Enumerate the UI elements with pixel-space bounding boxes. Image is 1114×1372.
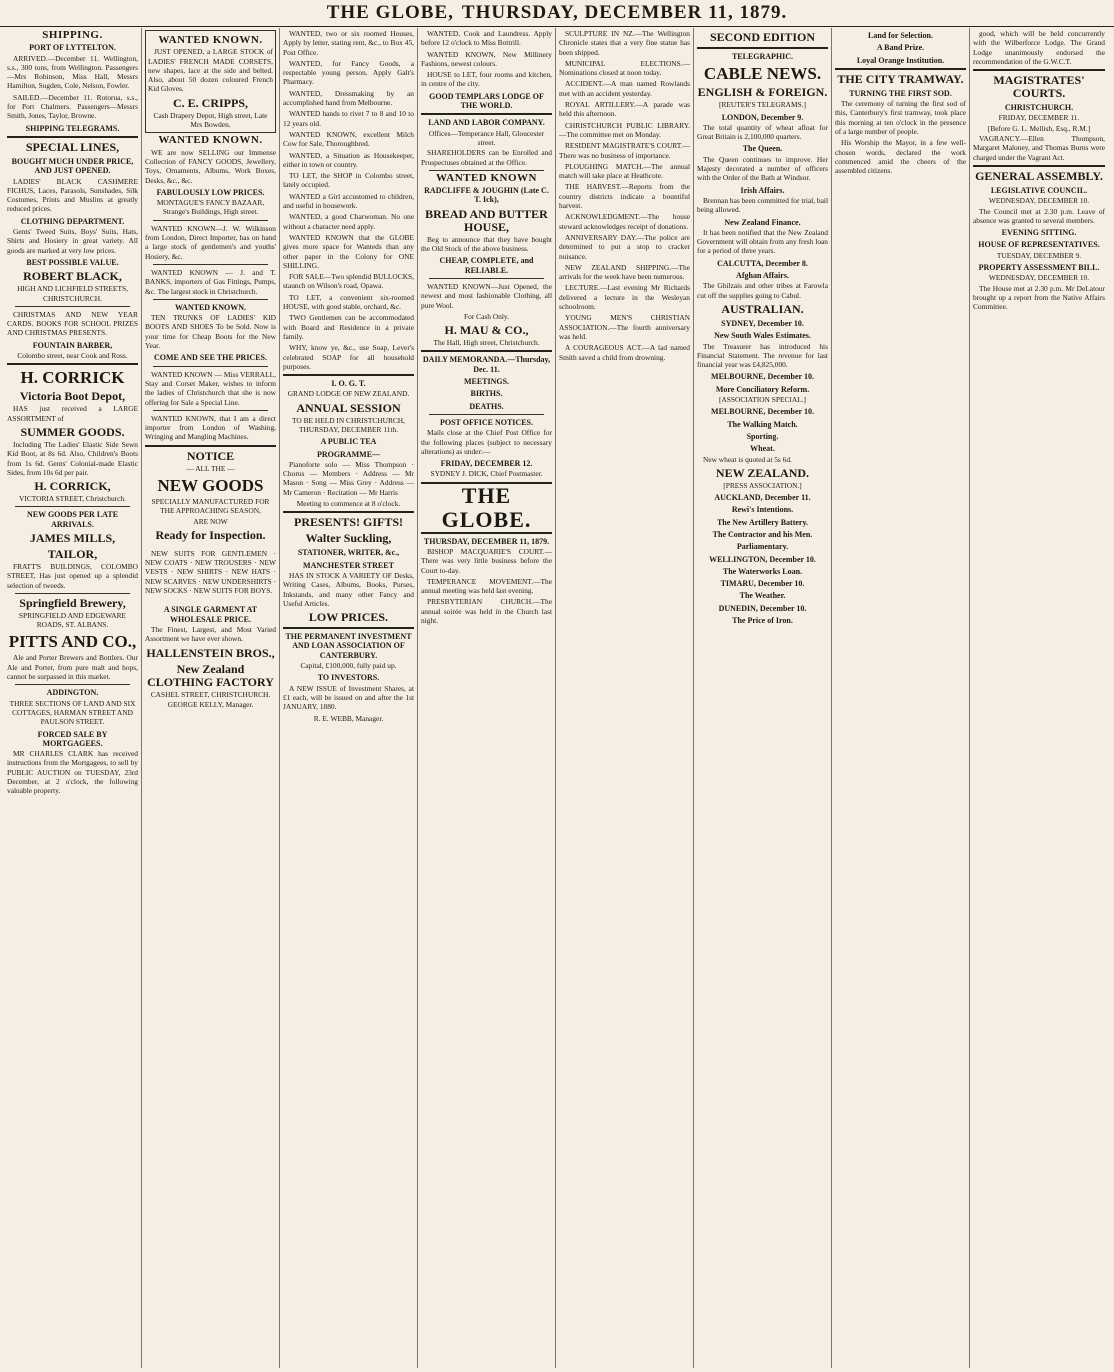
bought-heading: BOUGHT MUCH UNDER PRICE, AND JUST OPENED. — [11, 156, 134, 176]
english-heading: ENGLISH & FOREIGN. — [697, 85, 828, 100]
house-heading: HOUSE OF REPRESENTATIVES. — [978, 240, 1100, 250]
australian-heading: AUSTRALIAN. — [721, 301, 804, 316]
webb-name: R. E. WEBB, Manager. — [313, 713, 384, 723]
london-heading: LONDON, December 9. — [721, 112, 804, 122]
news-3: ACCIDENT.—A man named Rowlands met with an accident yesterday. — [559, 79, 690, 98]
wanted-ad-2: WANTED KNOWN — J. and T. BANKS, importers of Gas Fittings, Pumps, &c. The largest stock in Christchurch. — [145, 267, 276, 296]
daily-heading: DAILY MEMORANDA.—Thursday, Dec. 11. — [422, 355, 551, 374]
cripps-name: C. E. CRIPPS, — [172, 95, 248, 110]
wanted-ad-3-heading: WANTED KNOWN. — [174, 302, 247, 312]
col3-ad-4: WANTED hands to rivet 7 to 8 and 10 to 12 years old. — [283, 109, 414, 128]
globe-date: THURSDAY, DECEMBER 11, 1879. — [423, 536, 550, 546]
waterworks-heading: The Waterworks Loan. — [722, 566, 803, 576]
conciliation-heading: More Conciliatory Reform. — [715, 384, 810, 394]
col3-ad-2: WANTED, for Fancy Goods, a respectable young person. Apply Galt's Pharmacy. — [283, 58, 414, 87]
col4-lodge: GOOD TEMPLARS LODGE OF THE WORLD. — [429, 91, 544, 111]
births-heading: BIRTHS. — [470, 389, 503, 399]
price-heading: The Price of Iron. — [732, 616, 793, 626]
weather-heading: The Weather. — [739, 591, 786, 601]
nzcf-address: CASHEL STREET, CHRISTCHURCH. — [150, 689, 271, 699]
news-13: YOUNG MEN'S CHRISTIAN ASSOCIATION.—The fourth anniversary was held. — [559, 313, 690, 341]
rewi-heading: Rewi's Intentions. — [731, 505, 794, 515]
telegrams-heading: SHIPPING TELEGRAMS. — [25, 123, 120, 133]
col4-house: HOUSE to LET, four rooms and kitchen, in centre of the city. — [421, 70, 552, 89]
news-10: ANNIVERSARY DAY.—The police are determined to put a stop to cracker nuisance. — [559, 232, 690, 261]
cash-text: For Cash Only. — [464, 311, 509, 321]
wed-text: WEDNESDAY, DECEMBER 10. — [988, 196, 1090, 206]
london-text: The total quantity of wheat afloat for Great Britain is 2,100,000 quarters. — [697, 122, 828, 142]
col4-ad-1: WANTED, Cook and Laundress. Apply before 12 o'clock to Miss Bottrill. — [421, 29, 552, 48]
auckland-heading: AUCKLAND, December 11. — [714, 493, 811, 503]
news-2: MUNICIPAL ELECTIONS.—Nominations closed at noon today. — [559, 58, 690, 78]
land-heading: LAND AND LABOR COMPANY. — [428, 118, 545, 128]
presents-heading: PRESENTS! GIFTS! — [293, 515, 404, 530]
temperance-text: TEMPERANCE MOVEMENT.—The annual meeting was held last evening. — [421, 576, 552, 596]
fountain-name: FOUNTAIN BARBER, — [32, 340, 113, 350]
col3-ad-10: WANTED KNOWN that the GLOBE gives more space for Wanteds than any other paper in the Colony for ONE SHILLING. — [283, 232, 414, 270]
mau-name: H. MAU & CO., — [444, 323, 529, 338]
nzcf-heading: New Zealand CLOTHING FACTORY — [147, 661, 274, 689]
magistrates-heading: MAGISTRATES' COURTS. — [993, 73, 1085, 101]
suckling-text: HAS IN STOCK A VARIETY OF Desks, Writing Cases, Albums, Books, Purses, Inkstands, and many other Fancy and Useful Articles. — [283, 570, 414, 608]
tailor-heading: TAILOR, — [47, 546, 98, 561]
timaru-heading: TIMARU, December 10. — [720, 579, 805, 589]
presbyterian-text: PRESBYTERIAN CHURCH.—The annual soirée was held in the Church last night. — [421, 597, 552, 626]
shipping-heading: SHIPPING. — [42, 29, 103, 41]
manchester-heading: MANCHESTER STREET — [303, 560, 394, 570]
nz-heading: NEW ZEALAND. — [715, 465, 810, 480]
cripps-text: JUST OPENED, a LARGE STOCK of LADIES' FRENCH MADE CORSETS, new shapes, lace at the side and belted. Also, about 50 dozen coloured French Kid Gloves. — [148, 47, 273, 94]
sailed-text: SAILED.—December 11. Rotorua, s.s., for Port Chalmers. Passengers—Messrs Smith, Jones, Taylor, Browne. — [7, 92, 138, 121]
second-edition: SECOND EDITION — [709, 30, 816, 44]
finance-heading: New Zealand Finance. — [724, 217, 801, 227]
mau-text: WANTED KNOWN—Just Opened, the newest and most fashionable Clothing, all pure Wool. — [421, 281, 552, 310]
col8-text-1: good, which will be held concurrently with the Wilberforce Lodge. The Grand Lodge unanimously endorsed the recommendation of the G.W.C.T. — [973, 29, 1105, 66]
queen-heading: The Queen. — [742, 144, 783, 154]
pitts-text: Ale and Porter Brewers and Bottlers. Our Ale and Porter, from pure malt and hops, cannot be surpassed in this market. — [7, 653, 138, 682]
melbourne2-heading: MELBOURNE, December 10. — [711, 407, 814, 417]
masthead — [0, 0, 1114, 27]
col4-ad-2: WANTED KNOWN, New Millinery Fashions, newest colours. — [421, 49, 552, 68]
deaths-heading: DEATHS. — [469, 401, 504, 411]
news-8: THE HARVEST.—Reports from the country districts indicate a bountiful harvest. — [559, 182, 690, 211]
calcutta-heading: CALCUTTA, December 8. — [717, 258, 808, 268]
mills-name: JAMES MILLS, — [29, 530, 116, 545]
dunedin-heading: DUNEDIN, December 10. — [718, 603, 807, 613]
melbourne-heading: MELBOURNE, December 10. — [711, 372, 814, 382]
summer-heading: SUMMER GOODS. — [20, 424, 125, 439]
brewery-name: Springfield Brewery, — [19, 595, 126, 610]
column-7 — [832, 28, 970, 1368]
corrick2-name: H. CORRICK, — [34, 479, 111, 494]
pitts-name: PITTS AND CO., — [8, 632, 137, 652]
before-text: [Before G. L. Mellish, Esq., R.M.] — [987, 123, 1091, 133]
ioot-heading: I. O. G. T. — [331, 379, 366, 389]
news-1: SCULPTURE IN NZ.—The Wellington Chronicle states that a very fine statue has been shipped. — [559, 29, 690, 57]
arrived-text: ARRIVED.—December 11. Wellington, s.s., 300 tons, from Wellington. Passengers—Mrs Robinson, Miss Hall, Messrs Hamilton, Sugden, Cole, Nelson, Fowler. — [7, 53, 138, 91]
new-goods-heading: NEW GOODS — [157, 475, 264, 495]
col3-tolet: TO LET, a convenient six-roomed HOUSE, with good stable, orchard, &c. — [283, 292, 414, 312]
cripps-ad — [145, 30, 276, 133]
col3-loan: TWO Gentlemen can be accommodated with Board and Residence in a private family. — [283, 313, 414, 341]
telegraphic-heading: TELEGRAPHIC. — [731, 52, 794, 61]
col3-ad-8: WANTED a Girl accustomed to children, and useful in housework. — [283, 191, 414, 211]
fabulous-heading: FABULOUSLY LOW PRICES. — [156, 187, 265, 197]
mau-address: The Hall, High street, Christchurch. — [433, 338, 540, 348]
investors-text: A NEW ISSUE of Investment Shares, at £1 each, will be issued on and after the 1st JANUARY, 1880. — [283, 683, 414, 712]
price-heading: BEST POSSIBLE VALUE. — [26, 257, 119, 267]
col3-ad-7: TO LET, the SHOP in Colombo street, lately occupied. — [283, 171, 414, 190]
city-text: The ceremony of turning the first sod of this, Canterbury's first tramway, took place this morning at ten o'clock in the presence of a large number of people. — [835, 99, 966, 137]
turning-heading: TURNING THE FIRST SOD. — [849, 88, 952, 98]
capital-text: Capital, £100,000, fully paid up. — [300, 661, 397, 671]
investors-heading: TO INVESTORS. — [317, 673, 380, 683]
finest-text: The Finest, Largest, and Most Varied Assortment we have ever shown. — [145, 624, 276, 644]
wanted-ad-4: WANTED KNOWN — Miss VERRALL, Stay and Corset Maker, wishes to inform the ladies of Christchurch that she is now offering for Sale a Special Line. — [145, 369, 276, 407]
corrick2-address: VICTORIA STREET, Christchurch. — [19, 494, 126, 504]
house-text: The House met at 2.30 p.m. Mr DeLatour brought up a report from the Native Affairs Committee. — [973, 283, 1105, 312]
city-text-2: His Worship the Mayor, in a few well-chosen words, declared the work commenced amid the cheers of the assembled citizens. — [835, 138, 966, 176]
radcliffe-name: RADCLIFFE & JOUGHIN (Late C. T. Ick), — [424, 186, 549, 205]
col3-ad-5: WANTED KNOWN, excellent Milch Cow for Sale, Thoroughbred. — [283, 129, 414, 149]
wanted-ad-3: TEN TRUNKS OF LADIES' KID BOOTS AND SHOES To be Sold. Now is your time for Cheap Boots for the New Year. — [145, 313, 276, 351]
council-heading: LEGISLATIVE COUNCIL. — [990, 185, 1088, 195]
mills-text: FRATT'S BUILDINGS, COLOMBO STREET, Has just opened up a splendid selection of tweeds. — [7, 561, 138, 590]
lowprices-heading: LOW PRICES. — [308, 610, 389, 625]
band-heading: A Band Prize. — [876, 43, 925, 53]
special-heading: SPECIAL LINES, — [25, 139, 120, 154]
annual-heading: ANNUAL SESSION — [296, 400, 401, 415]
columns — [4, 28, 1110, 1368]
irish-heading: Irish Affairs. — [740, 185, 785, 195]
property-heading: PROPERTY ASSESSMENT BILL. — [978, 263, 1100, 273]
port-heading: PORT OF LYTTELTON. — [29, 43, 116, 53]
col3-forsale: FOR SALE—Two splendid BULLOCKS, staunch on Wilson's road, Opawa. — [283, 272, 414, 291]
column-5 — [556, 28, 694, 1368]
single-heading: A SINGLE GARMENT AT WHOLESALE PRICE. — [163, 605, 258, 624]
annual-text: TO BE HELD IN CHRISTCHURCH, THURSDAY, DECEMBER 11th. — [292, 415, 405, 434]
fancy-text: WE are now SELLING our Immense Collection of FANCY GOODS, Jewellery, Toys, Ornaments, Albums, Work Boxes, Desks, &c., &c. — [145, 147, 276, 185]
forced-heading: FORCED SALE BY MORTGAGEES. — [37, 729, 108, 748]
press-text: [PRESS ASSOCIATION.] — [723, 480, 802, 490]
addington-heading: ADDINGTON. — [46, 688, 99, 698]
column-6 — [694, 28, 832, 1368]
all-heading: — ALL THE — — [186, 463, 235, 473]
bread-heading: BREAD AND BUTTER HOUSE, — [425, 206, 548, 234]
public-heading: A PUBLIC TEA — [320, 437, 377, 447]
post-heading: POST OFFICE NOTICES. — [440, 417, 533, 427]
news-5: CHRISTCHURCH PUBLIC LIBRARY.—The committee met on Monday. — [559, 120, 690, 139]
masthead-date: THURSDAY, DECEMBER 11, 1879. — [461, 2, 788, 23]
cripps-address: Cash Drapery Depot, High street, Late Mrs Bowden. — [153, 110, 268, 130]
wellington-heading: WELLINGTON, December 10. — [709, 554, 816, 564]
ladies-text: LADIES' BLACK CASHMERE FICHUS, Laces, Parasols, Sunshades, Silk Costumes, Prints and Muslins at greatly reduced prices. — [7, 176, 138, 214]
city-tramway-heading: THE CITY TRAMWAY. — [837, 71, 964, 86]
court-text: VAGRANCY.—Ellen Thompson, Margaret Maloney, and Thomas Burns were charged under the Vagrant Act. — [973, 134, 1105, 162]
brewery-address: SPRINGFIELD AND EDGEWARE ROADS, ST. ALBANS. — [18, 610, 127, 630]
wanted-ad-5: WANTED KNOWN, that I am a direct importer from London of Washing, Wringing and Mangling Machines. — [145, 413, 276, 442]
radcliffe-heading: WANTED KNOWN — [435, 171, 538, 184]
col3-ad-6: WANTED, a Situation as Housekeeper, either in town or country. — [283, 150, 414, 169]
robert-name: ROBERT BLACK, — [23, 269, 122, 284]
assoc-text: [ASSOCIATION SPECIAL.] — [718, 395, 807, 405]
column-8 — [970, 28, 1108, 1368]
wheat-text: New wheat is quoted at 5s 6d. — [703, 454, 792, 464]
friday-text: FRIDAY, DECEMBER 11. — [998, 113, 1080, 123]
col3-ad-3: WANTED, Dressmaking by an accomplished hand from Melbourne. — [283, 88, 414, 108]
hallenstein-name: HALLENSTEIN BROS., — [146, 645, 275, 660]
parliament-heading: Parliamentary. — [736, 542, 789, 552]
leader-text: BISHOP MACQUARIE'S COURT.—There was very little business before the Court to-day. — [421, 546, 552, 575]
contractor-heading: The Contractor and his Men. — [712, 529, 813, 539]
sporting-heading: Sporting. — [746, 431, 779, 441]
montague-name: MONTAGUE'S FANCY BAZAAR, Strange's Buildings, High street. — [156, 198, 265, 217]
cripps-heading: WANTED KNOWN. — [158, 34, 263, 46]
permanent-heading: THE PERMANENT INVESTMENT AND LOAN ASSOCIATION OF CANTERBURY. — [285, 632, 412, 660]
programme-heading: PROGRAMME— — [316, 449, 381, 459]
shareholders-text: SHAREHOLDERS can be Enrolled and Prospectuses obtained at the Office. — [421, 148, 552, 167]
cheap-heading: CHEAP, COMPLETE, and RELIABLE. — [439, 256, 534, 275]
news-12: LECTURE.—Last evening Mr Richards delivered a lecture in the Wesleyan schoolroom. — [559, 283, 690, 312]
tuesday-text: TUESDAY, DECEMBER 9. — [996, 250, 1082, 260]
programme-items: Pianoforte solo — Miss Thompson · Chorus — Members · Address — Mr Mason · Song — Miss Grey · Address — Mr Cameron · Recitation — Mr Harris — [283, 459, 414, 497]
masthead-title: THE GLOBE, — [326, 2, 454, 23]
dick-name: SYDNEY J. DICK, Chief Postmaster. — [430, 469, 543, 479]
friday-heading: FRIDAY, DECEMBER 12. — [440, 459, 533, 469]
column-3 — [280, 28, 418, 1368]
forced-text: MR CHARLES CLARK has received instructions from the Mortgagees, to sell by PUBLIC AUCTION on TUESDAY, 23rd December, at 2 o'clock, the following valuable property. — [7, 749, 138, 796]
ready-heading: Ready for Inspection. — [155, 527, 266, 542]
summer-text: Including The Ladies' Elastic Side Sewn Kid Boot, at 8s 6d. Also, Children's Boots from 1s 6d. Gents' Colonial-made Elastic Sides, from 10s 6d per pair. — [7, 439, 138, 477]
corrick-text: HAS just received a LARGE ASSORTMENT of — [7, 404, 138, 423]
land-text: Offices—Temperance Hall, Gloucester street. — [428, 128, 545, 147]
xmas-text: CHRISTMAS AND NEW YEAR CARDS. BOOKS FOR SCHOOL PRIZES AND CHRISTMAS PRESENTS. — [7, 309, 138, 338]
news-7: PLOUGHING MATCH.—The annual match will take place at Heathcote. — [559, 161, 690, 181]
column-2 — [142, 28, 280, 1368]
sydney-heading: SYDNEY, December 10. — [721, 318, 804, 328]
reuter-text: [REUTER'S TELEGRAMS.] — [718, 100, 806, 110]
meetings-heading: MEETINGS. — [463, 377, 510, 387]
newgoods-heading: NEW GOODS PER LATE ARRIVALS. — [26, 510, 119, 529]
now-text: ARE NOW — [193, 516, 228, 526]
news-6: RESIDENT MAGISTRATE'S COURT.—There was no business of importance. — [559, 141, 690, 160]
nsw-text: The Treasurer has introduced his Financial Statement. The revenue for last financial year was £4,825,000. — [697, 341, 828, 370]
specially-text: SPECIALLY MANUFACTURED FOR THE APPROACHING SEASON, — [151, 496, 270, 516]
corrick-name: H. CORRICK — [20, 368, 125, 388]
walking-heading: The Walking Match. — [727, 419, 798, 429]
afghan-text: The Ghilzais and other tribes at Farowla cut off the supplies going to Cabul. — [697, 281, 828, 300]
finance-text: It has been notified that the New Zealand Government will obtain from any fresh loan for a period of three years. — [697, 227, 828, 256]
orange-heading: Loyal Orange Institution. — [856, 55, 945, 65]
notice-heading: NOTICE — [186, 448, 235, 463]
column-1 — [4, 28, 142, 1368]
cable-heading: CABLE NEWS. — [703, 64, 822, 84]
lodge-heading: GRAND LODGE OF NEW ZEALAND. — [287, 389, 410, 399]
radcliffe-text: Beg to announce that they have bought the Old Stock of the above business. — [421, 234, 552, 254]
council-text: The Council met at 2.30 p.m. Leave of absence was granted to several members. — [973, 206, 1105, 225]
globe-title: THE GLOBE. — [421, 482, 552, 534]
clothing-heading: CLOTHING DEPARTMENT. — [20, 216, 125, 226]
suckling-name: Walter Suckling, — [305, 531, 392, 546]
news-4: ROYAL ARTILLERY.—A parade was held this afternoon. — [559, 100, 690, 119]
come-heading: COME AND SEE THE PRICES. — [154, 353, 267, 363]
wanted-ad-1: WANTED KNOWN—J. W. Wilkinson from London, Direct Importer, has on hand a large stock of gentlemen's and youths' Hosiery, &c. — [145, 223, 276, 261]
general-assembly-heading: GENERAL ASSEMBLY. — [975, 168, 1103, 183]
corrick-sub: Victoria Boot Depot, — [19, 389, 126, 404]
column-4 — [418, 28, 556, 1368]
robert-address: HIGH AND LICHFIELD STREETS, CHRISTCHURCH. — [17, 284, 128, 303]
afghan-heading: Afghan Affairs. — [736, 271, 789, 281]
land-selection-heading: Land for Selection. — [868, 31, 933, 40]
stationer-heading: STATIONER, WRITER, &c., — [297, 548, 400, 558]
col3-ad-1: WANTED, two or six roomed Houses, Apply by letter, stating rent, &c., to Box 45, Post Office. — [283, 29, 414, 57]
news-11: NEW ZEALAND SHIPPING.—The arrivals for the week have been numerous. — [559, 262, 690, 282]
wheat-heading: Wheat. — [750, 444, 775, 454]
meeting-text: Meeting to commence at 8 o'clock. — [296, 499, 401, 509]
fountain-address: Colombo street, near Cook and Ross. — [17, 351, 128, 361]
sections-heading: THREE SECTIONS OF LAND AND SIX COTTAGES, HARMAN STREET AND PAULSON STREET. — [9, 698, 136, 727]
items-list: NEW SUITS FOR GENTLEMEN · NEW COATS · NEW TROUSERS · NEW VESTS · NEW SHIRTS · NEW HATS · NEW SCARVES · NEW UNDERSHIRTS · NEW SOCKS · NEW SUITS FOR BOYS. — [145, 548, 276, 596]
irish-text: Brennan has been committed for trial, bail being allowed. — [697, 195, 828, 215]
news-9: ACKNOWLEDGMENT.—The house steward acknowledges receipt of donations. — [559, 212, 690, 231]
post-text: Mails close at the Chief Post Office for the following places (subject to necessary alterations) as under:— — [421, 428, 552, 456]
kelly-name: GEORGE KELLY, Manager. — [167, 699, 254, 709]
col3-soap: WHY, know ye, &c., use Soap, Lever's celebrated SOAP for all household purposes. — [283, 343, 414, 371]
nsw-heading: New South Wales Estimates. — [714, 331, 811, 341]
queen-text: The Queen continues to improve. Her Majesty decorated a number of officers with the Order of the Bath at Windsor. — [697, 154, 828, 183]
clothing-text: Gents' Tweed Suits, Boys' Suits, Hats, Shirts and Hosiery in great variety. All goods are marked at very low prices. — [7, 227, 138, 255]
wanted2-heading: WANTED KNOWN. — [158, 134, 263, 147]
christchurch-heading: CHRISTCHURCH. — [1004, 103, 1074, 113]
wed2-text: WEDNESDAY, DECEMBER 10. — [988, 273, 1090, 283]
col3-ad-9: WANTED, a good Charwoman. No one without a character need apply. — [283, 212, 414, 231]
news-14: A COURAGEOUS ACT.—A lad named Smith saved a child from drowning. — [559, 343, 690, 362]
artillery-heading: The New Artillery Battery. — [716, 517, 809, 527]
evening-heading: EVENING SITTING. — [1001, 228, 1077, 238]
